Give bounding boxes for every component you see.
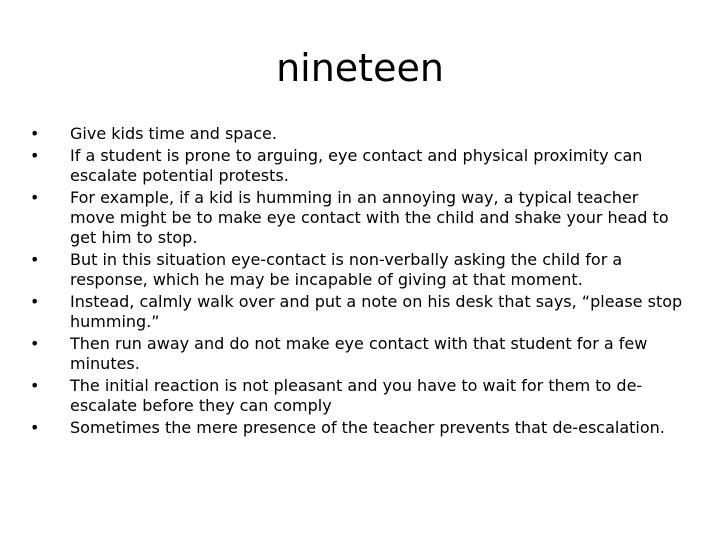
bullet-text: But in this situation eye-contact is non-verbally asking the child for a response, which he may be incapable of giving at that moment.	[70, 250, 623, 289]
bullet-text: If a student is prone to arguing, eye contact and physical proximity can escalate potential protests.	[70, 146, 643, 185]
bullet-text: The initial reaction is not pleasant and you have to wait for them to de-escalate before they can comply	[70, 376, 643, 415]
bullet-dot-icon: •	[30, 146, 40, 165]
bullet-item	[30, 124, 685, 144]
bullet-list	[30, 124, 685, 440]
bullet-text: Then run away and do not make eye contact with that student for a few minutes.	[70, 334, 648, 373]
bullet-item	[30, 292, 685, 332]
bullet-item	[30, 250, 685, 290]
bullet-dot-icon: •	[30, 418, 40, 437]
bullet-item	[30, 376, 685, 416]
bullet-dot-icon: •	[30, 188, 40, 207]
bullet-text: Give kids time and space.	[70, 124, 277, 143]
bullet-item	[30, 188, 685, 248]
bullet-item	[30, 146, 685, 186]
bullet-dot-icon: •	[30, 334, 40, 353]
bullet-dot-icon: •	[30, 376, 40, 395]
bullet-dot-icon: •	[30, 124, 40, 143]
bullet-text: Instead, calmly walk over and put a note on his desk that says, “please stop humming.”	[70, 292, 683, 331]
bullet-text: For example, if a kid is humming in an annoying way, a typical teacher move might be to make eye contact with the child and shake your head to get him to stop.	[70, 188, 669, 247]
bullet-dot-icon: •	[30, 250, 40, 269]
bullet-dot-icon: •	[30, 292, 40, 311]
bullet-item	[30, 418, 685, 438]
bullet-item	[30, 334, 685, 374]
slide-title: nineteen	[276, 46, 444, 90]
bullet-text: Sometimes the mere presence of the teacher prevents that de-escalation.	[70, 418, 665, 437]
